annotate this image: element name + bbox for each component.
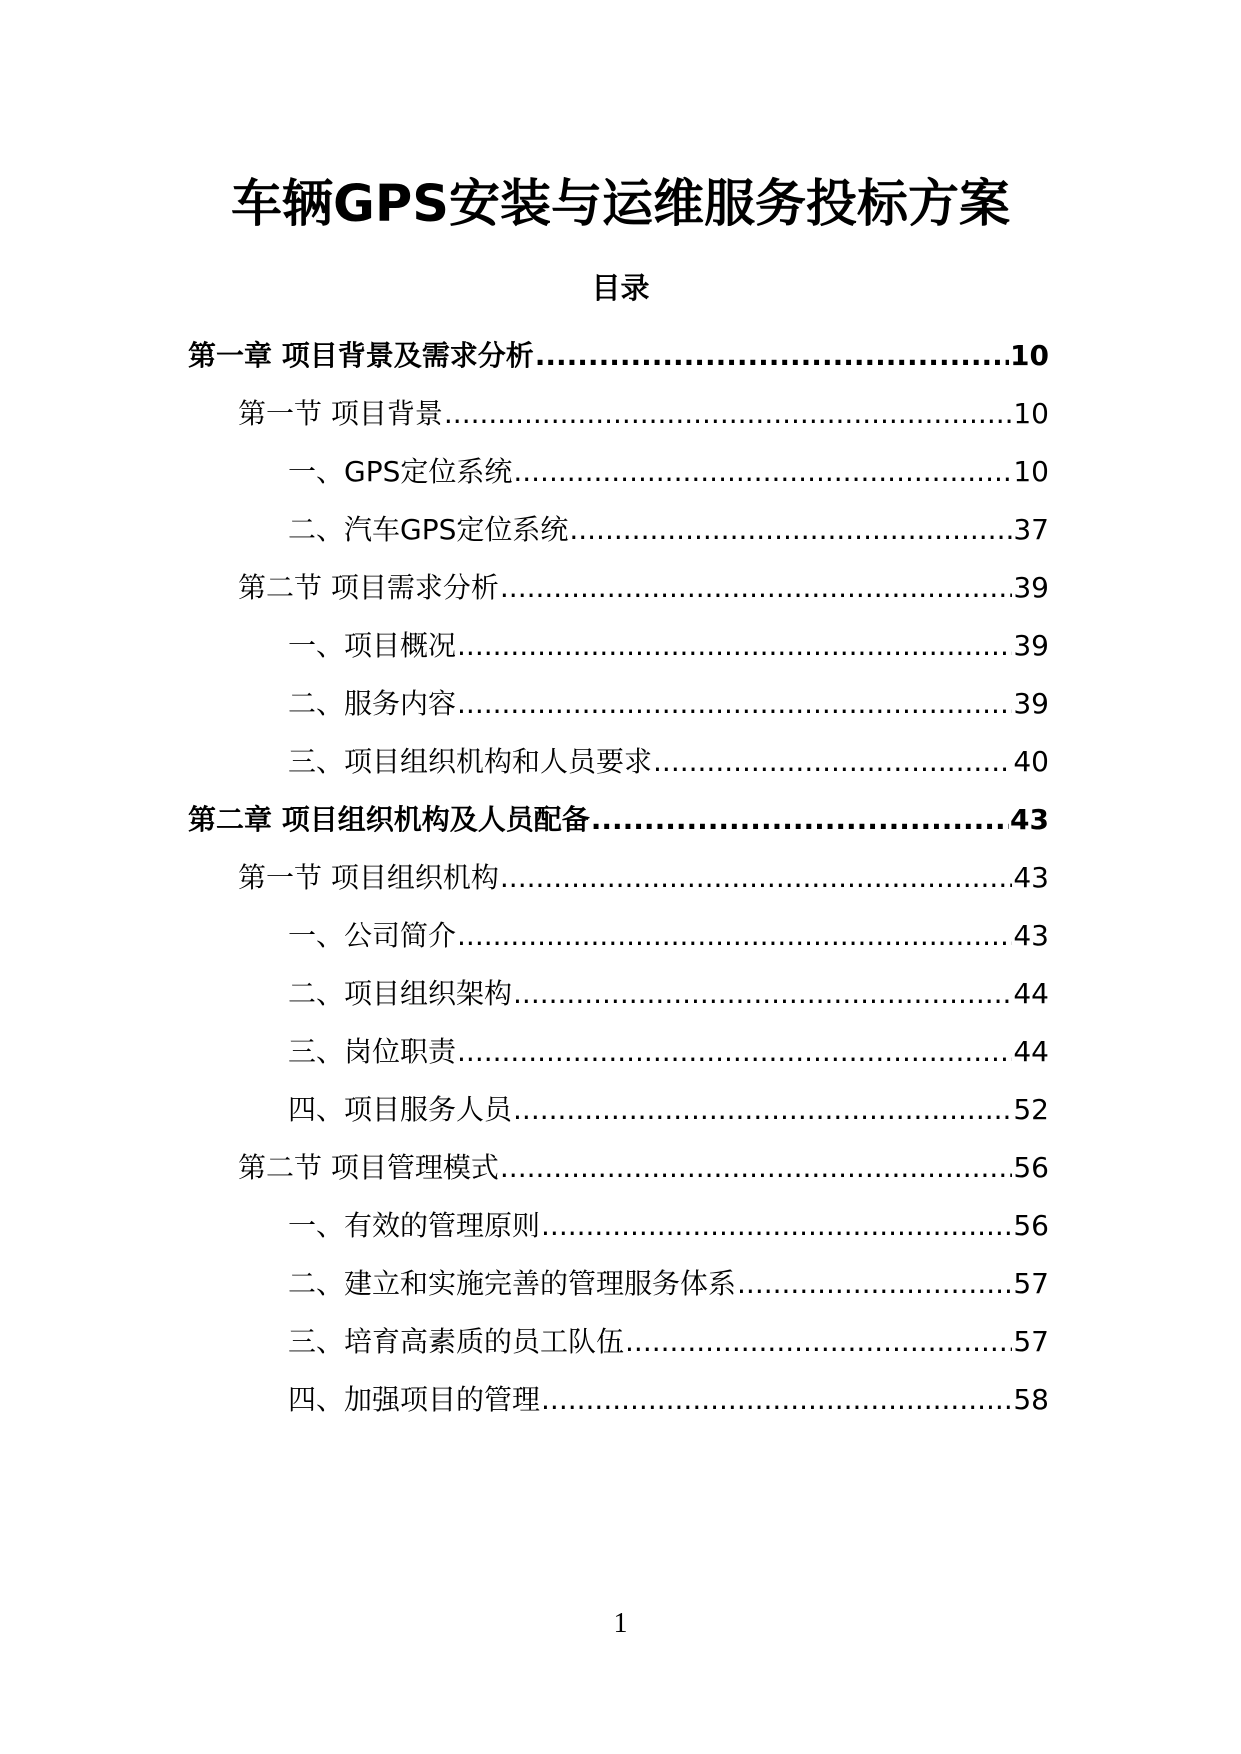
toc-entry-page: 39 — [1013, 571, 1049, 604]
toc-entry-page: 43 — [1013, 861, 1049, 894]
toc-entry-page: 10 — [1013, 397, 1049, 430]
page-number: 1 — [613, 1608, 628, 1639]
toc-entry-page: 44 — [1013, 1035, 1049, 1068]
toc-entry-subsection[interactable] — [288, 738, 1049, 782]
toc-entry-page: 37 — [1013, 513, 1049, 546]
toc-entry-title: 四、加强项目的管理 — [288, 1383, 541, 1416]
toc-entry-title: 一、GPS定位系统 — [288, 455, 513, 488]
toc-entry-title: 第二章 项目组织机构及人员配备 — [188, 803, 590, 836]
toc-entry-section[interactable] — [238, 564, 1049, 608]
toc-entry-subsection[interactable] — [288, 448, 1049, 492]
toc-dot-leader — [541, 1206, 1012, 1246]
toc-entry-subsection[interactable] — [288, 506, 1049, 550]
toc-dot-leader — [535, 336, 1009, 376]
toc-dot-leader — [653, 742, 1012, 782]
toc-entry-subsection[interactable] — [288, 1376, 1049, 1420]
toc-entry-title: 二、建立和实施完善的管理服务体系 — [288, 1267, 737, 1300]
toc-entry-subsection[interactable] — [288, 1260, 1049, 1304]
toc-entry-page: 56 — [1013, 1151, 1049, 1184]
toc-dot-leader — [541, 1380, 1012, 1420]
toc-entry-page: 39 — [1013, 629, 1049, 662]
toc-entry-section[interactable] — [238, 1144, 1049, 1188]
toc-dot-leader — [500, 568, 1012, 608]
document-title: 车辆GPS安装与运维服务投标方案 — [231, 175, 1010, 234]
toc-dot-leader — [457, 684, 1012, 724]
toc-entry-title: 二、汽车GPS定位系统 — [288, 513, 569, 546]
toc-dot-leader — [500, 1148, 1012, 1188]
toc-entry-title: 三、项目组织机构和人员要求 — [288, 745, 653, 778]
toc-entry-title: 第一节 项目组织机构 — [238, 861, 499, 894]
toc-dot-leader — [457, 1032, 1012, 1072]
toc-dot-leader — [513, 452, 1012, 492]
toc-entry-title: 一、公司简介 — [288, 919, 457, 952]
toc-entry-page: 56 — [1013, 1209, 1049, 1242]
toc-entry-title: 四、项目服务人员 — [288, 1093, 513, 1126]
toc-entry-page: 43 — [1013, 919, 1049, 952]
toc-dot-leader — [444, 394, 1012, 434]
toc-entry-page: 43 — [1010, 803, 1049, 836]
toc-entry-page: 57 — [1013, 1325, 1049, 1358]
toc-entry-title: 三、岗位职责 — [288, 1035, 457, 1068]
toc-entry-subsection[interactable] — [288, 680, 1049, 724]
toc-entry-page: 52 — [1013, 1093, 1049, 1126]
toc-entry-page: 58 — [1013, 1383, 1049, 1416]
toc-entry-page: 39 — [1013, 687, 1049, 720]
toc-entry-subsection[interactable] — [288, 970, 1049, 1014]
toc-entry-title: 第二节 项目需求分析 — [238, 571, 499, 604]
toc-entry-chapter-2[interactable] — [188, 796, 1049, 840]
toc-entry-subsection[interactable] — [288, 1086, 1049, 1130]
toc-entry-subsection[interactable] — [288, 622, 1049, 666]
toc-entry-page: 44 — [1013, 977, 1049, 1010]
toc-dot-leader — [457, 916, 1012, 956]
toc-dot-leader — [513, 1090, 1012, 1130]
toc-entry-chapter-1[interactable] — [188, 332, 1049, 376]
toc-entry-title: 三、培育高素质的员工队伍 — [288, 1325, 625, 1358]
toc-entry-title: 一、有效的管理原则 — [288, 1209, 541, 1242]
toc-entry-subsection[interactable] — [288, 1318, 1049, 1362]
toc-entry-title: 第一节 项目背景 — [238, 397, 443, 430]
toc-entry-title: 二、服务内容 — [288, 687, 457, 720]
toc-entry-title: 一、项目概况 — [288, 629, 457, 662]
toc-dot-leader — [625, 1322, 1012, 1362]
toc-entry-page: 40 — [1013, 745, 1049, 778]
toc-entry-subsection[interactable] — [288, 912, 1049, 956]
toc-dot-leader — [591, 800, 1009, 840]
toc-entry-section[interactable] — [238, 854, 1049, 898]
toc-entry-section[interactable] — [238, 390, 1049, 434]
toc-entry-subsection[interactable] — [288, 1028, 1049, 1072]
toc-dot-leader — [457, 626, 1012, 666]
toc-entry-title: 第一章 项目背景及需求分析 — [188, 339, 534, 372]
toc-entry-page: 57 — [1013, 1267, 1049, 1300]
toc-dot-leader — [737, 1264, 1012, 1304]
toc-entry-page: 10 — [1010, 339, 1049, 372]
toc-entry-subsection[interactable] — [288, 1202, 1049, 1246]
toc-dot-leader — [500, 858, 1012, 898]
toc-entry-page: 10 — [1013, 455, 1049, 488]
toc-heading: 目录 — [591, 271, 650, 305]
toc-entry-title: 二、项目组织架构 — [288, 977, 513, 1010]
toc-dot-leader — [513, 974, 1012, 1014]
toc-dot-leader — [569, 510, 1012, 550]
toc-entry-title: 第二节 项目管理模式 — [238, 1151, 499, 1184]
